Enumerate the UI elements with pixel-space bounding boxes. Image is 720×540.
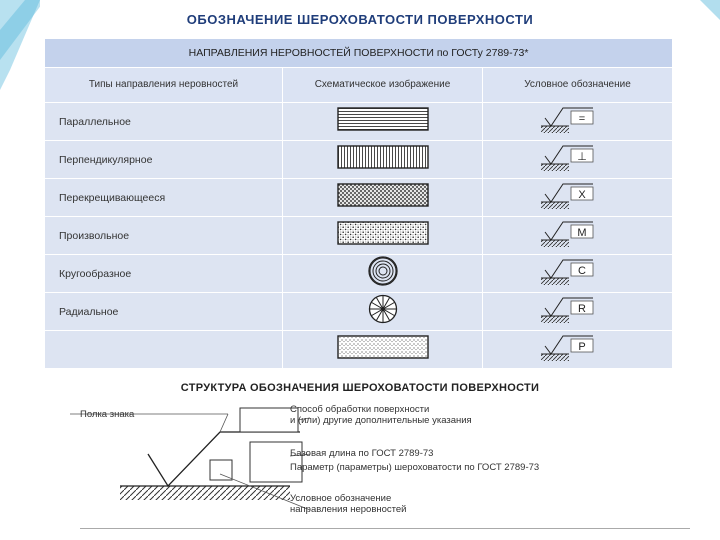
direction-symbol-icon — [541, 332, 605, 362]
symbol-dotted-cell — [483, 331, 673, 369]
direction-symbol-icon — [541, 294, 605, 324]
symbol-circular-cell — [483, 255, 673, 293]
table-row — [45, 331, 673, 369]
symbol-parallel-cell — [483, 103, 673, 141]
schematic-circular-cell — [283, 255, 483, 293]
box-direction — [210, 460, 232, 480]
direction-symbol-text: R — [578, 303, 586, 315]
table-row — [45, 141, 673, 179]
perpendicular-pattern-icon — [337, 145, 429, 169]
table-row — [45, 217, 673, 255]
label-method-2: и (или) другие дополнительные указания — [290, 415, 472, 426]
schematic-parallel-cell — [283, 103, 483, 141]
symbol-crossed-cell — [483, 179, 673, 217]
label-shelf: Полка знака — [80, 409, 135, 420]
ground-hatch — [120, 486, 290, 500]
schematic-radial-cell — [283, 293, 483, 331]
schematic-random-cell — [283, 217, 483, 255]
symbol-random-cell — [483, 217, 673, 255]
direction-symbol-icon — [541, 256, 605, 286]
direction-type-name: Параллельное — [45, 103, 283, 141]
dotted-pattern-icon — [337, 335, 429, 359]
page-title: ОБОЗНАЧЕНИЕ ШЕРОХОВАТОСТИ ПОВЕРХНОСТИ — [186, 12, 534, 27]
label-parameter: Параметр (параметры) шероховатости по ГОСТ 2789-73 — [290, 462, 540, 473]
direction-symbol-text: M — [577, 227, 587, 239]
table-row — [45, 179, 673, 217]
crossed-pattern-icon — [337, 183, 429, 207]
direction-symbol-icon — [541, 104, 605, 134]
direction-type-name: Перекрещивающееся — [45, 179, 283, 217]
direction-type-name: Произвольное — [45, 217, 283, 255]
schematic-dotted-cell — [283, 331, 483, 369]
label-direction: Условное обозначение — [290, 493, 392, 504]
column-header-type: Типы направления неровностей — [45, 68, 283, 103]
direction-symbol-text: X — [578, 189, 586, 201]
roughness-direction-table — [44, 38, 673, 369]
direction-symbol-text: C — [578, 265, 586, 277]
table-header: НАПРАВЛЕНИЯ НЕРОВНОСТЕЙ ПОВЕРХНОСТИ по ГОСТу 2789-73* — [45, 39, 673, 68]
direction-type-name: Кругообразное — [45, 255, 283, 293]
direction-type-name: Радиальное — [45, 293, 283, 331]
label-base-length: Базовая длина по ГОСТ 2789-73 — [290, 448, 434, 459]
label-method: Способ обработки поверхности — [290, 404, 430, 415]
direction-symbol-text: = — [578, 113, 586, 125]
schematic-crossed-cell — [283, 179, 483, 217]
symbol-perpendicular-cell — [483, 141, 673, 179]
structure-title: СТРУКТУРА ОБОЗНАЧЕНИЯ ШЕРОХОВАТОСТИ ПОВЕРХНОСТИ — [180, 382, 540, 394]
label-direction-2: направления неровностей — [290, 504, 407, 515]
direction-symbol-text: ⊥ — [577, 151, 587, 163]
symbol-radial-cell — [483, 293, 673, 331]
table-row — [45, 255, 673, 293]
bottom-divider — [80, 528, 690, 529]
column-header-symbol: Условное обозначение — [483, 68, 673, 103]
radial-pattern-icon — [365, 294, 401, 324]
slide — [40, 0, 680, 540]
table-row — [45, 293, 673, 331]
circular-pattern-icon — [365, 256, 401, 286]
direction-type-name: Перпендикулярное — [45, 141, 283, 179]
table-row — [45, 103, 673, 141]
direction-symbol-icon — [541, 180, 605, 210]
parallel-pattern-icon — [337, 107, 429, 131]
direction-type-name — [45, 331, 283, 369]
schematic-perpendicular-cell — [283, 141, 483, 179]
direction-symbol-icon — [541, 218, 605, 248]
direction-symbol-icon — [541, 142, 605, 172]
column-header-scheme: Схематическое изображение — [283, 68, 483, 103]
random-pattern-icon — [337, 221, 429, 245]
direction-symbol-text: P — [578, 341, 586, 353]
